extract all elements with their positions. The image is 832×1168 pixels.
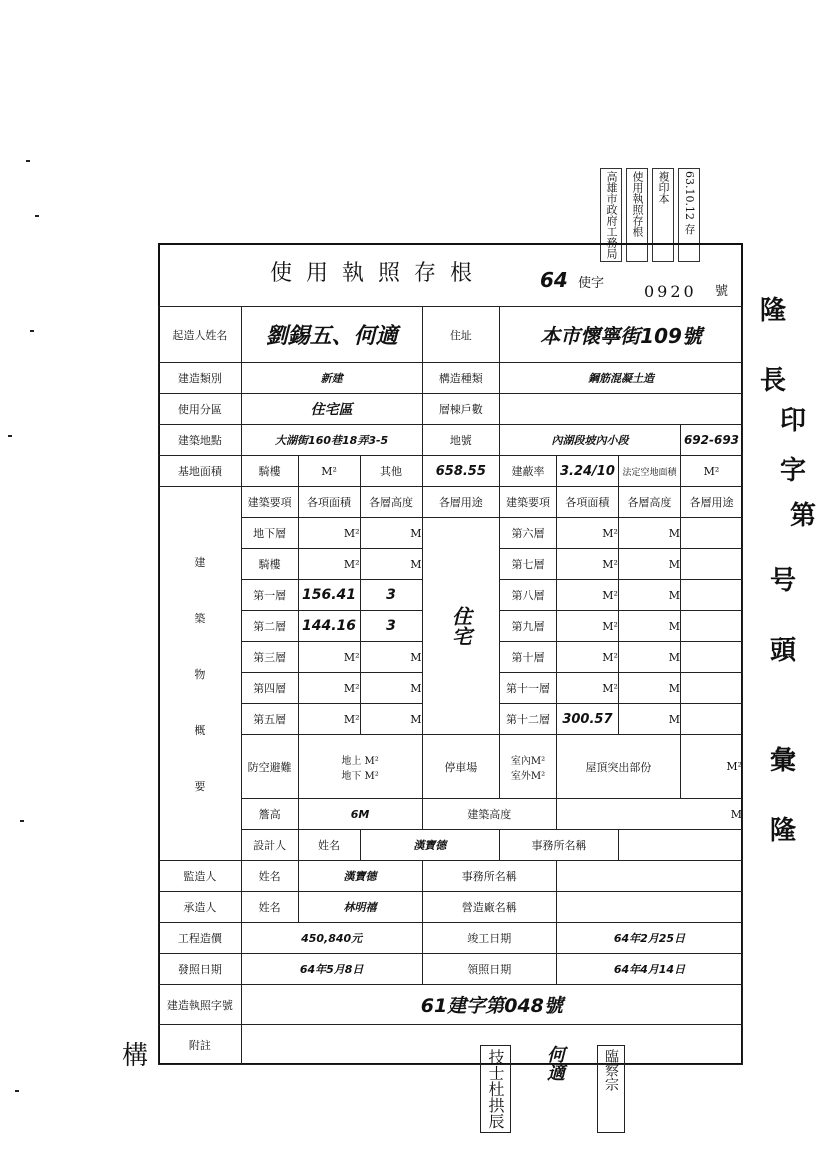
label-eave: 簷高 [241, 799, 298, 830]
col-height: 各層高度 [618, 487, 680, 518]
unit-m: M [618, 704, 680, 735]
unit-m2: M² [364, 755, 379, 767]
unit-m: M [360, 673, 422, 704]
unit-m2: M² [530, 770, 546, 782]
label-name: 姓名 [298, 830, 360, 861]
permit-table [158, 306, 743, 1065]
summary-char: 物 [194, 667, 206, 681]
side-char: 号 [770, 566, 797, 596]
label-address: 住址 [422, 307, 500, 363]
side-char: 頭 [770, 636, 797, 666]
unit-m: M [618, 518, 680, 549]
label-roof: 屋頂突出部份 [556, 735, 680, 799]
side-char: 長 [760, 366, 787, 396]
floor-use-cell [680, 549, 742, 580]
label-above: 地上 [341, 755, 362, 767]
floor-label: 第七層 [500, 549, 557, 580]
unit-m2: M² [298, 456, 360, 487]
floor-height-value: 3 [360, 580, 422, 611]
label-receive-date: 領照日期 [422, 954, 556, 985]
col-area: 各項面積 [298, 487, 360, 518]
stamp-line: 使用執照存根 [626, 168, 648, 262]
floor-area-value: 156.41 [298, 580, 360, 611]
complete-date-value: 64年2月25日 [556, 923, 742, 954]
approver-signature: 何適 [544, 1045, 565, 1081]
scan-speck [30, 330, 34, 332]
label-builder: 起造人姓名 [159, 307, 242, 363]
col-use: 各層用途 [680, 487, 742, 518]
unit-m: M [618, 673, 680, 704]
unit-m2: M² [556, 580, 618, 611]
floor-use-cell [680, 704, 742, 735]
unit-m2: M² [530, 755, 546, 767]
unit-m2: M² [556, 673, 618, 704]
label-bldg-height: 建築高度 [422, 799, 556, 830]
label-legal-open: 法定空地面積 [618, 456, 680, 487]
unit-m: M [556, 799, 742, 830]
floor-label: 第十二層 [500, 704, 557, 735]
side-char: 字 [780, 456, 807, 486]
shelter-cells [298, 735, 422, 799]
label-use-zone: 使用分區 [159, 394, 242, 425]
label-complete-date: 竣工日期 [422, 923, 556, 954]
label-coverage: 建蔽率 [500, 456, 557, 487]
col-height: 各層高度 [360, 487, 422, 518]
unit-m2: M² [680, 456, 742, 487]
floor-use-cell [680, 642, 742, 673]
address-value: 本市懷寧街109號 [500, 307, 743, 363]
summary-char: 築 [194, 611, 206, 625]
unit-m: M [360, 642, 422, 673]
side-char: 隆 [760, 296, 787, 326]
floor-label: 第一層 [241, 580, 298, 611]
label-shelter: 防空避難 [241, 735, 298, 799]
office-value [618, 830, 742, 861]
lot-number-value: 692-693 [680, 425, 742, 456]
number-suffix: 號 [715, 284, 729, 299]
label-site-location: 建築地點 [159, 425, 242, 456]
technician-label: 技士 [486, 1049, 505, 1081]
label-parking: 停車場 [422, 735, 500, 799]
label-cost: 工程造價 [159, 923, 242, 954]
unit-m2: M² [364, 770, 379, 782]
label-outdoor: 室外 [510, 770, 531, 782]
floor-label: 第十層 [500, 642, 557, 673]
floor-use-cell [680, 611, 742, 642]
floor-label: 第三層 [241, 642, 298, 673]
unit-m2: M² [298, 642, 360, 673]
summary-char: 概 [194, 723, 206, 737]
number-prefix: 64 [540, 268, 568, 292]
permit-number: 0920 [644, 282, 697, 301]
unit-m: M [618, 642, 680, 673]
label-indoor: 室內 [510, 755, 531, 767]
floor-label: 第十一層 [500, 673, 557, 704]
floor-area-value: 144.16 [298, 611, 360, 642]
col-area: 各項面積 [556, 487, 618, 518]
unit-m2: M² [298, 549, 360, 580]
label-office: 事務所名稱 [500, 830, 619, 861]
unit-m2: M² [556, 642, 618, 673]
unit-m: M [618, 611, 680, 642]
issue-date-value: 64年5月8日 [241, 954, 422, 985]
label-site-lot: 地號 [422, 425, 500, 456]
parking-cells [500, 735, 557, 799]
summary-char: 要 [194, 779, 206, 793]
label-designer: 設計人 [241, 830, 298, 861]
label-name: 姓名 [241, 892, 298, 923]
floor-label: 第四層 [241, 673, 298, 704]
side-char: 印 [780, 406, 807, 436]
col-use: 各層用途 [422, 487, 500, 518]
label-other: 其他 [360, 456, 422, 487]
scan-speck [26, 160, 30, 162]
col-item: 建築要項 [500, 487, 557, 518]
side-char: 隆 [770, 816, 797, 846]
floor-label: 地下層 [241, 518, 298, 549]
unit-m2: M² [298, 704, 360, 735]
label-structure: 構造種類 [422, 363, 500, 394]
label-supervisor: 監造人 [159, 861, 242, 892]
building-type-value: 新建 [241, 363, 422, 394]
unit-m: M [360, 704, 422, 735]
label-office: 事務所名稱 [422, 861, 556, 892]
label-building-type: 建造類別 [159, 363, 242, 394]
label-contractor: 承造人 [159, 892, 242, 923]
unit-m: M [360, 518, 422, 549]
unit-m2: M² [680, 735, 742, 799]
floor-label: 第六層 [500, 518, 557, 549]
floor-label: 第九層 [500, 611, 557, 642]
floor-use-cell [680, 580, 742, 611]
col-item: 建築要項 [241, 487, 298, 518]
stamp-line: 高雄市政府工務局 [600, 168, 622, 262]
label-name: 姓名 [241, 861, 298, 892]
label-firm: 營造廠名稱 [422, 892, 556, 923]
scan-speck [20, 820, 24, 822]
side-char: 彙 [770, 746, 797, 776]
builder-value: 劉錫五、何適 [241, 307, 422, 363]
floors-units-value [500, 394, 743, 425]
scan-speck [35, 215, 39, 217]
label-issue-date: 發照日期 [159, 954, 242, 985]
scan-speck [8, 435, 12, 437]
label-arcade: 騎樓 [241, 456, 298, 487]
unit-m2: M² [298, 673, 360, 704]
summary-vertical-label [159, 487, 242, 861]
signature-block [480, 1045, 625, 1133]
margin-char: 構 [122, 1041, 149, 1071]
unit-m: M [360, 549, 422, 580]
designer-value: 漢寶德 [360, 830, 500, 861]
use-zone-value: 住宅區 [241, 394, 422, 425]
permit-no-value: 61建字第048號 [241, 985, 742, 1025]
number-mid: 使字 [578, 276, 605, 291]
unit-m2: M² [556, 518, 618, 549]
floor-label: 第八層 [500, 580, 557, 611]
side-char: 第 [790, 501, 817, 531]
floor-use-cell [680, 673, 742, 704]
technician-name: 杜拱辰 [486, 1081, 505, 1129]
firm-value [556, 892, 742, 923]
label-remarks: 附註 [159, 1025, 242, 1065]
unit-m2: M² [556, 611, 618, 642]
scan-speck [15, 1090, 19, 1092]
unit-m2: M² [556, 549, 618, 580]
label-floors-units: 層棟戶數 [422, 394, 500, 425]
eave-value: 6M [298, 799, 422, 830]
contractor-value: 林明禧 [298, 892, 422, 923]
label-base-area: 基地面積 [159, 456, 242, 487]
unit-m: M [618, 580, 680, 611]
label-permit-no: 建造執照字號 [159, 985, 242, 1025]
unit-m2: M² [298, 518, 360, 549]
unit-m: M [618, 549, 680, 580]
floor-label: 第二層 [241, 611, 298, 642]
cost-value: 450,840元 [241, 923, 422, 954]
site-lot-value: 內湖段坡內小段 [500, 425, 681, 456]
office-value [556, 861, 742, 892]
stamp-line: 63.10.12 存 [678, 168, 700, 262]
floor-use-cell [680, 518, 742, 549]
floor-use-value: 住宅 [422, 518, 500, 735]
technician-stamp [480, 1045, 511, 1133]
floor-label: 第五層 [241, 704, 298, 735]
site-location-value: 大湖街160巷18弄3-5 [241, 425, 422, 456]
coverage-value: 3.24/10 [556, 456, 618, 487]
floor-height-value: 3 [360, 611, 422, 642]
supervisor-value: 漢寶德 [298, 861, 422, 892]
receive-date-value: 64年4月14日 [556, 954, 742, 985]
total-area-value: 300.57 [556, 704, 618, 735]
summary-char: 建 [194, 555, 206, 569]
label-below: 地下 [341, 770, 362, 782]
other-area-value: 658.55 [422, 456, 500, 487]
chief-stamp: 臨察宗 [597, 1045, 625, 1133]
floor-label: 騎樓 [241, 549, 298, 580]
stamp-line: 複印本 [652, 168, 674, 262]
structure-value: 鋼筋混凝土造 [500, 363, 743, 394]
form-title: 使用執照存根 [270, 261, 487, 286]
